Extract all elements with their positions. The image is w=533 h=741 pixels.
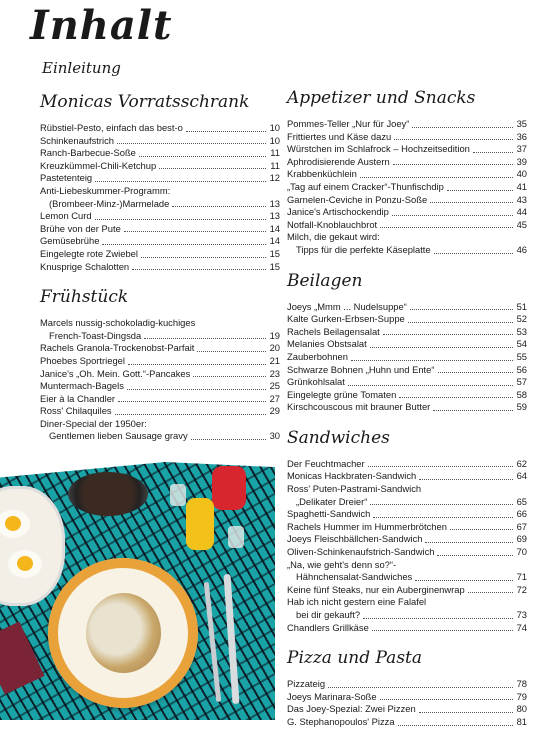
toc-page-number: 66 xyxy=(516,508,527,520)
toc-entry-title: bei dir gekauft? xyxy=(296,609,361,620)
toc-page-number: 71 xyxy=(516,571,527,583)
dot-leader xyxy=(408,322,513,323)
dot-leader xyxy=(419,479,513,480)
toc-page-number: 44 xyxy=(516,206,527,218)
toc-entry-title: Muntermach-Bagels xyxy=(40,380,124,392)
toc-page-number: 13 xyxy=(269,210,280,222)
toc-entry-title: Pastetenteig xyxy=(40,172,93,184)
toc-entry[interactable] xyxy=(40,393,280,406)
toc-entry-title: Eingelegte grüne Tomaten xyxy=(287,388,397,400)
toc-entry[interactable] xyxy=(287,596,527,609)
dot-leader xyxy=(328,687,513,688)
toc-entry[interactable] xyxy=(40,330,280,343)
toc-page-number: 81 xyxy=(516,715,527,727)
toc-entry[interactable] xyxy=(287,376,527,389)
dot-leader xyxy=(383,334,513,335)
toc-entry[interactable] xyxy=(287,622,527,635)
toc-page-number: 15 xyxy=(269,260,280,272)
toc-page-number: 13 xyxy=(269,197,280,209)
toc-left-column xyxy=(40,90,280,455)
section-entries xyxy=(40,317,280,443)
dot-leader xyxy=(415,580,513,581)
dot-leader xyxy=(433,410,513,411)
toc-entry[interactable] xyxy=(287,313,527,326)
toc-entry[interactable] xyxy=(287,351,527,364)
toc-entry-title: Spaghetti-Sandwich xyxy=(287,508,371,520)
toc-page-number: 59 xyxy=(516,401,527,413)
toc-entry[interactable] xyxy=(287,703,527,716)
toc-entry-title: Rachels Hummer im Hummerbrötchen xyxy=(287,520,447,532)
toc-entry-title: Das Joey-Spezial: Zwei Pizzen xyxy=(287,703,416,715)
toc-entry-title: „Delikater Dreier“ xyxy=(296,495,368,507)
dot-leader xyxy=(370,347,513,348)
toc-page-number: 11 xyxy=(270,147,280,159)
toc-entry[interactable] xyxy=(40,342,280,355)
toc-entry-title: Gemüsebrühe xyxy=(40,235,100,247)
dot-leader xyxy=(368,466,513,467)
section-entries xyxy=(40,122,280,273)
toc-entry-title: Kalte Gurken-Erbsen-Suppe xyxy=(287,313,405,325)
toc-entry[interactable] xyxy=(40,380,280,393)
toc-page-number: 14 xyxy=(269,235,280,247)
toc-entry[interactable] xyxy=(40,317,280,330)
toc-entry-title: Ross' Chilaquiles xyxy=(40,405,112,417)
toc-entry[interactable] xyxy=(287,301,527,314)
toc-entry[interactable] xyxy=(287,338,527,351)
toc-entry[interactable] xyxy=(287,168,527,181)
toc-entry[interactable] xyxy=(40,261,280,274)
toc-entry-title: Knusprige Schalotten xyxy=(40,260,130,272)
dot-leader xyxy=(141,257,266,258)
toc-entry-title: Krabbenküchlein xyxy=(287,168,357,180)
toc-entry-title: Würstchen im Schlafrock – Hochzeitsedition xyxy=(287,143,470,155)
dot-leader xyxy=(468,592,513,593)
toc-right-column xyxy=(287,86,527,741)
toc-entry-title: Keine fünf Steaks, nur ein Auberginenwrap xyxy=(287,583,465,595)
toc-entry[interactable] xyxy=(287,194,527,207)
toc-entry[interactable] xyxy=(287,389,527,402)
section-entries xyxy=(287,118,527,257)
toc-page-number: 55 xyxy=(516,350,527,362)
toc-entry[interactable] xyxy=(40,210,280,223)
toc-entry[interactable] xyxy=(287,118,527,131)
page-title: Inhalt xyxy=(30,2,173,49)
dot-leader xyxy=(399,397,513,398)
toc-entry[interactable] xyxy=(287,143,527,156)
toc-entry[interactable] xyxy=(40,135,280,148)
toc-entry[interactable] xyxy=(40,160,280,173)
toc-page-number: 46 xyxy=(516,243,527,255)
dot-leader xyxy=(363,618,513,619)
toc-page-number: 54 xyxy=(516,338,527,350)
toc-page-number: 45 xyxy=(516,218,527,230)
toc-page-number: 10 xyxy=(269,134,280,146)
toc-entry[interactable] xyxy=(287,584,527,597)
toc-entry-title: Kirschcouscous mit brauner Butter xyxy=(287,401,431,413)
coffee-cup xyxy=(68,472,148,516)
toc-entry-title: French-Toast-Dingsda xyxy=(49,329,142,341)
toc-entry[interactable] xyxy=(287,206,527,219)
toc-entry-title: Grünkohlsalat xyxy=(287,376,345,388)
toc-entry[interactable] xyxy=(40,355,280,368)
dot-leader xyxy=(437,555,513,556)
toc-page-number: 79 xyxy=(516,690,527,702)
toc-entry-title: Ross' Puten-Pastrami-Sandwich xyxy=(287,483,422,495)
toc-entry-title: Kreuzkümmel-Chili-Ketchup xyxy=(40,159,157,171)
toc-page-number: 80 xyxy=(516,703,527,715)
section-heading: Pizza und Pasta xyxy=(287,648,423,669)
toc-page-number: 53 xyxy=(516,325,527,337)
section-heading: Appetizer und Snacks xyxy=(287,88,476,108)
toc-entry[interactable] xyxy=(287,244,527,257)
section-heading: Frühstück xyxy=(40,287,129,308)
toc-entry-title: Rachels Beilagensalat xyxy=(287,325,380,337)
toc-entry-title: Joeys „Mmm ... Nudelsuppe“ xyxy=(287,300,407,312)
knife xyxy=(223,574,239,704)
toc-entry[interactable] xyxy=(287,533,527,546)
dot-leader xyxy=(430,202,513,203)
toc-page-number: 19 xyxy=(269,329,280,341)
toc-page-number: 21 xyxy=(269,354,280,366)
toc-entry-title: Melanies Obstsalat xyxy=(287,338,367,350)
toc-entry-title: (Brombeer-Minz-)Marmelade xyxy=(49,197,170,209)
toc-page-number: 27 xyxy=(269,392,280,404)
toc-entry-title: Eier à la Chandler xyxy=(40,392,116,404)
toc-entry[interactable] xyxy=(40,147,280,160)
dot-leader xyxy=(394,139,513,140)
toc-entry[interactable] xyxy=(287,521,527,534)
toc-entry-title: Hab ich nicht gestern eine Falafel xyxy=(287,596,427,608)
fried-egg xyxy=(8,550,42,578)
toc-entry-title: Notfall-Knoblauchbrot xyxy=(287,218,378,230)
salt-shaker xyxy=(170,484,186,506)
dot-leader xyxy=(118,401,266,402)
toc-page-number: 74 xyxy=(516,621,527,633)
dot-leader xyxy=(380,699,513,700)
toc-entry[interactable] xyxy=(287,181,527,194)
toc-page-number: 56 xyxy=(516,363,527,375)
toc-page-number: 14 xyxy=(269,222,280,234)
toc-page-number: 64 xyxy=(516,470,527,482)
dot-leader xyxy=(95,219,266,220)
toc-entry[interactable] xyxy=(40,198,280,211)
dot-leader xyxy=(197,351,266,352)
dot-leader xyxy=(450,529,513,530)
toc-page-number: 12 xyxy=(269,172,280,184)
toc-entry-title: Chandlers Grillkäse xyxy=(287,621,369,633)
toc-entry-title: Phoebes Sportriegel xyxy=(40,354,125,366)
dot-leader xyxy=(412,127,513,128)
toc-entry-title: Eingelegte rote Zwiebel xyxy=(40,247,138,259)
toc-page-number: 69 xyxy=(516,533,527,545)
dot-leader xyxy=(393,164,513,165)
dot-leader xyxy=(191,439,266,440)
intro-heading: Einleitung xyxy=(42,59,121,77)
toc-entry-title: Janice's Artischockendip xyxy=(287,206,389,218)
toc-entry[interactable] xyxy=(40,185,280,198)
toc-entry-title: Joeys Fleischbällchen-Sandwich xyxy=(287,533,423,545)
dot-leader xyxy=(127,389,266,390)
dot-leader xyxy=(144,338,266,339)
toc-entry-title: Zauberbohnen xyxy=(287,350,348,362)
toc-entry-title: Diner-Special der 1950er: xyxy=(40,417,147,429)
toc-page-number: 37 xyxy=(516,143,527,155)
dot-leader xyxy=(380,227,513,228)
toc-page-number: 72 xyxy=(516,583,527,595)
dot-leader xyxy=(139,156,266,157)
fork xyxy=(204,582,222,702)
dot-leader xyxy=(410,309,513,310)
toc-entry[interactable] xyxy=(287,458,527,471)
dot-leader xyxy=(132,269,266,270)
toc-page-number: 40 xyxy=(516,168,527,180)
toc-entry-title: Pommes-Teller „Nur für Joey“ xyxy=(287,118,410,129)
toc-entry[interactable] xyxy=(40,405,280,418)
toc-entry-title: G. Stephanopoulos' Pizza xyxy=(287,715,395,727)
dot-leader xyxy=(348,385,513,386)
dot-leader xyxy=(392,215,513,216)
toc-entry[interactable] xyxy=(287,678,527,691)
toc-entry[interactable] xyxy=(287,326,527,339)
toc-entry-title: Anti-Liebeskummer-Programm: xyxy=(40,184,171,196)
toc-entry[interactable] xyxy=(40,172,280,185)
toc-entry-title: Tipps für die perfekte Käseplatte xyxy=(296,243,431,255)
toc-page-number: 41 xyxy=(516,180,527,192)
dot-leader xyxy=(124,231,266,232)
section-heading: Sandwiches xyxy=(287,427,390,448)
toc-entry[interactable] xyxy=(287,470,527,483)
toc-entry[interactable] xyxy=(287,156,527,169)
section-entries xyxy=(287,458,527,634)
toc-entry-title: Der Feuchtmacher xyxy=(287,457,365,469)
toc-entry-title: Ranch-Barbecue-Soße xyxy=(40,147,136,159)
toc-entry[interactable] xyxy=(287,609,527,622)
toc-page-number: 67 xyxy=(516,520,527,532)
toc-entry[interactable] xyxy=(40,430,280,443)
toc-entry[interactable] xyxy=(287,364,527,377)
toc-page-number: 43 xyxy=(516,193,527,205)
toc-entry[interactable] xyxy=(287,691,527,704)
dot-leader xyxy=(117,143,266,144)
egg-plate xyxy=(0,486,65,606)
toc-page-number: 62 xyxy=(516,457,527,469)
toc-page-number: 73 xyxy=(516,609,527,620)
toc-entry[interactable] xyxy=(287,483,527,496)
toc-entry[interactable] xyxy=(40,248,280,261)
toc-entry-title: Oliven-Schinkenaufstrich-Sandwich xyxy=(287,546,435,558)
toc-page-number: 51 xyxy=(516,300,527,312)
toc-page-number: 30 xyxy=(269,430,280,442)
toc-page-number: 65 xyxy=(516,495,527,507)
toc-entry-title: Monicas Hackbraten-Sandwich xyxy=(287,470,417,482)
toc-page-number: 52 xyxy=(516,313,527,325)
dot-leader xyxy=(115,414,266,415)
dot-leader xyxy=(425,542,513,543)
toc-page-number: 20 xyxy=(269,342,280,354)
toc-entry-title: Rachels Granola-Trockenobst-Parfait xyxy=(40,342,195,354)
section-heading: Monicas Vorratsschrank xyxy=(40,92,250,112)
toc-entry-title: Brühe von der Pute xyxy=(40,222,121,234)
toc-page-number: 29 xyxy=(269,405,280,417)
toc-entry-title: Aphrodisierende Austern xyxy=(287,155,390,167)
toc-entry[interactable] xyxy=(287,231,527,244)
pepper-shaker xyxy=(228,526,244,548)
toc-entry-title: Schwarze Bohnen „Huhn und Ente“ xyxy=(287,363,435,375)
toc-page-number: 57 xyxy=(516,376,527,388)
dot-leader xyxy=(473,152,513,153)
dot-leader xyxy=(434,253,513,254)
dot-leader xyxy=(95,181,266,182)
toc-entry[interactable] xyxy=(287,716,527,729)
dot-leader xyxy=(186,131,266,132)
dot-leader xyxy=(159,168,266,169)
dot-leader xyxy=(370,504,513,505)
dot-leader xyxy=(372,630,513,631)
toc-entry[interactable] xyxy=(287,571,527,584)
dot-leader xyxy=(419,712,513,713)
section-heading: Beilagen xyxy=(287,270,363,291)
toc-entry-title: Schinkenaufstrich xyxy=(40,134,114,146)
toc-page-number: 23 xyxy=(269,367,280,379)
toc-page-number: 25 xyxy=(269,380,280,392)
toc-entry[interactable] xyxy=(287,219,527,232)
toc-entry-title: Pizzateig xyxy=(287,678,326,690)
dot-leader xyxy=(128,364,266,365)
toc-entry-title: Joeys Marinara-Soße xyxy=(287,690,377,702)
toc-page-number: 36 xyxy=(516,130,527,142)
toc-page-number: 70 xyxy=(516,546,527,558)
toc-entry[interactable] xyxy=(40,418,280,431)
toc-page-number: 11 xyxy=(270,159,280,171)
dot-leader xyxy=(373,517,513,518)
dot-leader xyxy=(102,244,266,245)
toc-page-number: 78 xyxy=(516,678,527,690)
biscuits-gravy-plate xyxy=(48,558,198,708)
toc-page-number: 39 xyxy=(516,155,527,167)
dot-leader xyxy=(438,372,514,373)
toc-entry[interactable] xyxy=(287,496,527,509)
toc-entry-title: Marcels nussig-schokoladig-kuchiges xyxy=(40,317,196,329)
toc-page-number: 15 xyxy=(269,247,280,259)
toc-entry[interactable] xyxy=(40,122,280,135)
toc-entry-title: Rübstiel-Pesto, einfach das best-o xyxy=(40,122,183,133)
dot-leader xyxy=(447,190,513,191)
toc-entry-title: Lemon Curd xyxy=(40,210,92,222)
toc-page-number: 10 xyxy=(269,122,280,133)
section-entries xyxy=(287,301,527,414)
napkin xyxy=(0,622,45,695)
toc-entry[interactable] xyxy=(40,223,280,236)
toc-entry-title: „Tag auf einem Cracker“-Thunfischdip xyxy=(287,180,444,192)
dot-leader xyxy=(360,177,513,178)
toc-entry[interactable] xyxy=(287,401,527,414)
dot-leader xyxy=(398,725,513,726)
toc-page-number: 58 xyxy=(516,388,527,400)
toc-entry-title: Garnelen-Ceviche in Ponzu-Soße xyxy=(287,193,428,205)
mustard-bottle xyxy=(186,498,214,550)
toc-entry-title: Hähnchensalat-Sandwiches xyxy=(296,571,413,583)
toc-entry[interactable] xyxy=(287,131,527,144)
toc-entry[interactable] xyxy=(40,235,280,248)
section-entries xyxy=(287,678,527,728)
toc-entry-title: Milch, die gekaut wird: xyxy=(287,231,380,243)
toc-page-number: 35 xyxy=(516,118,527,129)
toc-entry[interactable] xyxy=(287,508,527,521)
toc-entry-title: Gentlemen lieben Sausage gravy xyxy=(49,430,188,442)
toc-entry[interactable] xyxy=(40,368,280,381)
toc-entry-title: „Na, wie geht's denn so?“- xyxy=(287,558,397,570)
dot-leader xyxy=(172,206,266,207)
ketchup-bottle xyxy=(212,466,246,510)
food-photo xyxy=(0,462,275,720)
toc-entry[interactable] xyxy=(287,559,527,572)
toc-entry[interactable] xyxy=(287,546,527,559)
dot-leader xyxy=(351,360,513,361)
dot-leader xyxy=(193,376,266,377)
toc-entry-title: Janice's „Oh. Mein. Gott.“-Pancakes xyxy=(40,367,191,379)
toc-entry-title: Frittiertes und Käse dazu xyxy=(287,130,392,142)
